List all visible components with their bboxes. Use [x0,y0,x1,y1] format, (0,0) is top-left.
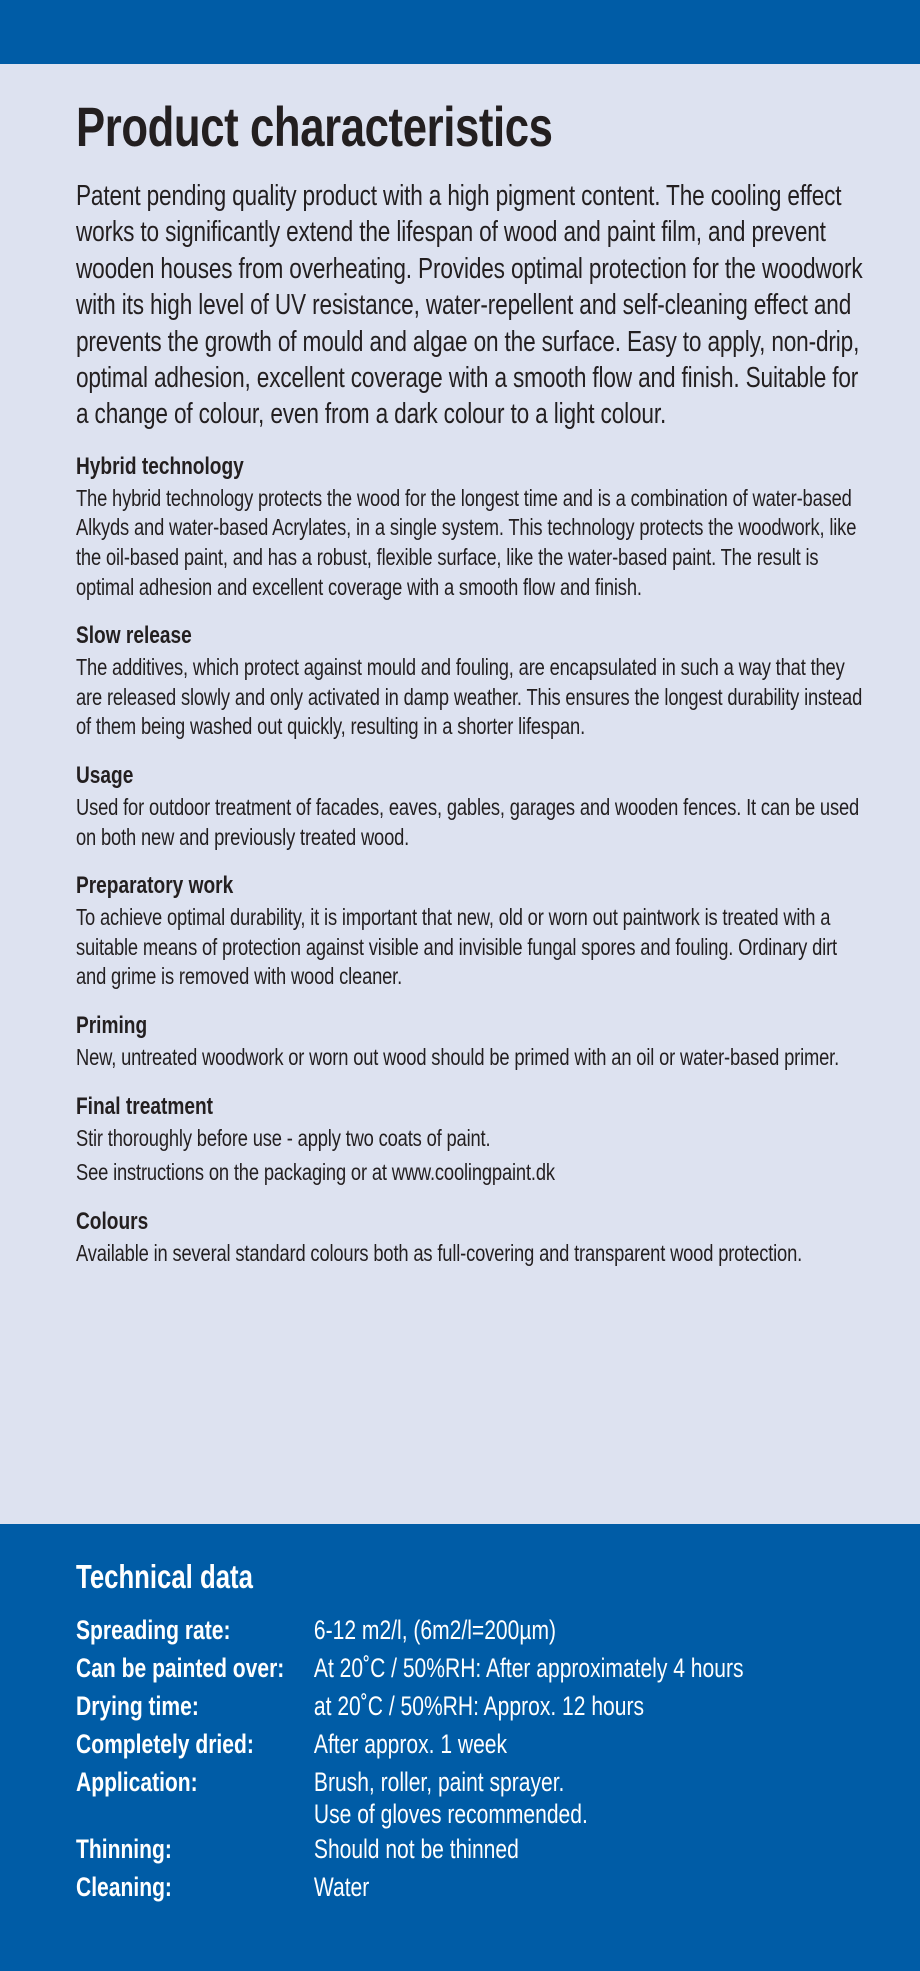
section-heading: Final treatment [76,1092,213,1120]
section-heading: Usage [76,762,134,789]
tech-row-thinning [76,1830,856,1868]
section-priming [76,1011,872,1073]
section-hybrid-technology [76,452,872,602]
product-characteristics-content [76,94,872,1268]
tech-value [314,1687,644,1725]
section-text: The hybrid technology protects the wood for the longest time and is a combination of water-based Alkyds and water-based Acrylates, in a single system. This technology protects the woodwork, like the oil-based paint, and has a robust, flexible surface, like the water-based paint. The result is optimal adhesion and excellent coverage with a smooth flow and finish. [76,484,857,600]
tech-row-can-be-painted-over [76,1649,856,1687]
tech-row-application [76,1763,856,1830]
tech-value [314,1611,556,1649]
tech-value-line: Use of gloves recommended. [313,1799,588,1829]
section-usage [76,761,872,852]
technical-data-title: Technical data [76,1558,253,1595]
tech-value [314,1649,744,1687]
section-text-website-reference: See instructions on the packaging or at www.coolingpaint.dk [76,1159,555,1186]
tech-value-line: Water [313,1872,370,1902]
tech-label: Cleaning: [76,1872,172,1902]
tech-row-spreading-rate [76,1611,856,1649]
section-final-treatment [76,1092,872,1188]
tech-value-line: at 20˚C / 50%RH: Approx. 12 hours [313,1691,645,1721]
section-colours [76,1207,872,1269]
tech-label: Can be painted over: [76,1653,285,1683]
section-slow-release [76,621,872,742]
tech-label: Spreading rate: [76,1615,231,1645]
section-heading: Preparatory work [76,872,234,900]
tech-value [314,1830,519,1868]
section-heading: Colours [76,1207,149,1235]
technical-data-table [76,1611,856,1906]
intro-paragraph: Patent pending quality product with a high pigment content. The cooling effect works to significantly extend the lifespan of wood and paint film, and prevent wooden houses from overheating. Provides optimal protection for the woodwork with its high level of UV resistance, water-repellent and self-cleaning effect and prevents the growth of mould and algae on the surface. Easy to apply, non-drip, optimal adhesion, excellent coverage with a smooth flow and finish. Suitable for a change of colour, even from a dark colour to a light colour. [76,180,863,431]
section-text: Available in several standard colours both as full-covering and transparent wood protection. [76,1239,803,1266]
tech-row-completely-dried [76,1725,856,1763]
tech-value-line: After approx. 1 week [313,1729,508,1759]
top-banner-bar [0,0,920,64]
tech-label: Application: [76,1767,198,1797]
tech-value-line: Brush, roller, paint sprayer. [313,1767,565,1797]
section-text: Used for outdoor treatment of facades, eaves, gables, garages and wooden fences. It can be used on both new and previously treated wood. [76,794,860,850]
tech-row-drying-time [76,1687,856,1725]
tech-label: Drying time: [76,1691,199,1721]
section-text: To achieve optimal durability, it is important that new, old or worn out paintwork is treated with a suitable means of protection against visible and invisible fungal spores and fouling. Ordinary dirt and grime is removed with wood cleaner. [76,904,837,990]
tech-label: Thinning: [76,1834,172,1864]
tech-row-cleaning [76,1868,856,1906]
technical-data-content [76,1555,856,1906]
tech-value [314,1763,588,1830]
section-heading: Priming [76,1011,148,1039]
section-heading: Slow release [76,622,192,650]
tech-value [314,1725,507,1763]
section-preparatory-work [76,871,872,992]
section-text: Stir thoroughly before use - apply two coats of paint. [76,1124,491,1151]
tech-value-line: At 20˚C / 50%RH: After approximately 4 hours [313,1653,744,1683]
section-heading: Hybrid technology [76,452,244,480]
tech-value [314,1868,369,1906]
section-text: New, untreated woodwork or worn out wood should be primed with an oil or water-based primer. [76,1043,840,1070]
tech-value-line: Should not be thinned [313,1834,519,1864]
tech-value-line: 6-12 m2/l, (6m2/l=200µm) [313,1615,557,1645]
tech-label: Completely dried: [76,1729,254,1759]
section-text: The additives, which protect against mould and fouling, are encapsulated in such a way that they are released slowly and only activated in damp weather. This ensures the longest durability instead of them being washed out quickly, resulting in a shorter lifespan. [76,654,863,740]
page-title: Product characteristics [76,95,553,158]
